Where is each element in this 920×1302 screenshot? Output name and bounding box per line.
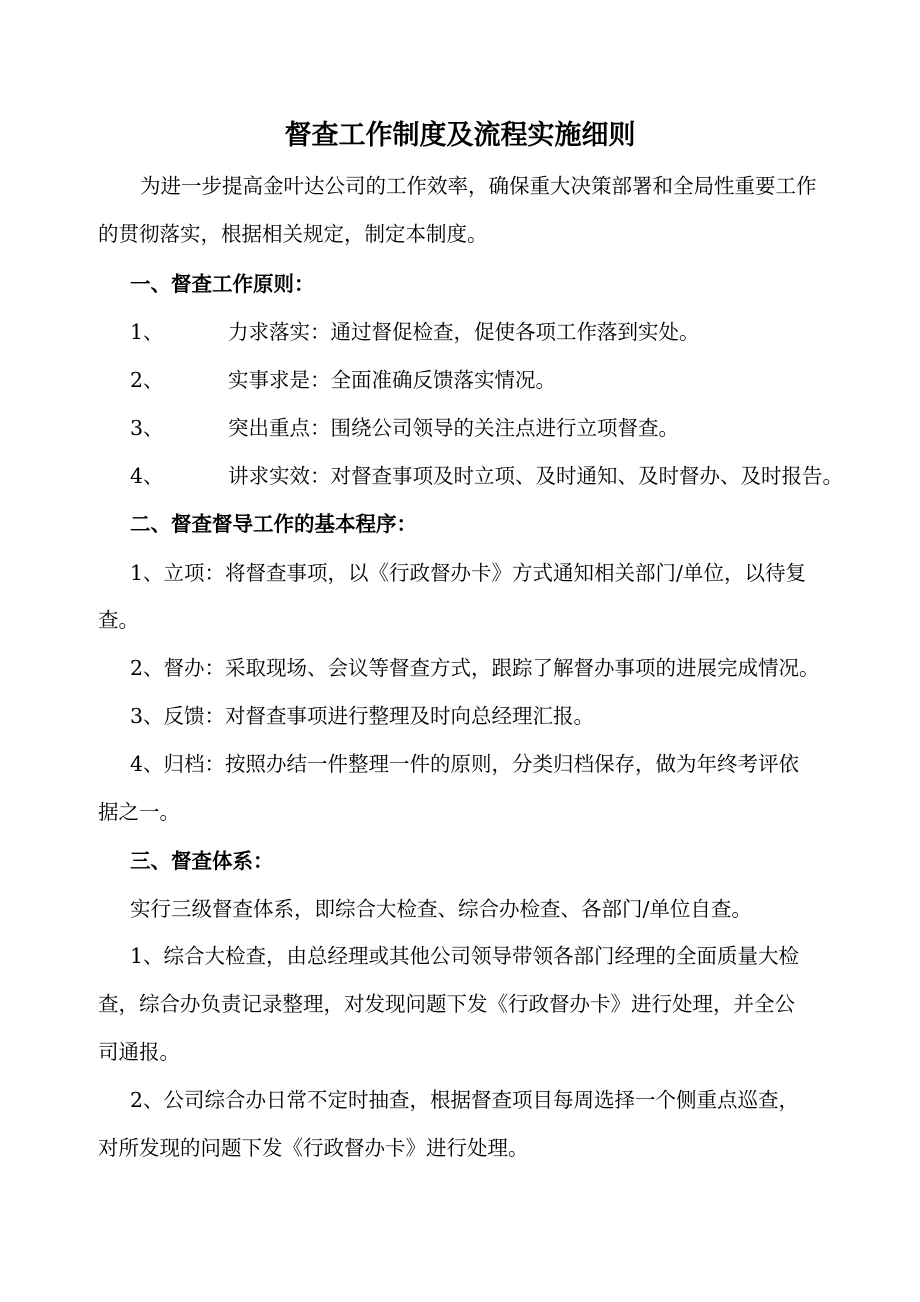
principle-item-number: 2、 [130,368,164,392]
principle-item-text: 力求落实：通过督促检查，促使各项工作落到实处。 [228,320,700,344]
principle-item-3 [130,414,870,442]
principle-item-number: 1、 [130,320,164,344]
system-line-1: 实行三级督查体系，即综合大检查、综合办检查、各部门/单位自查。 [130,897,752,921]
principle-item-text: 实事求是：全面准确反馈落实情况。 [228,368,556,392]
section-heading-procedure: 二、督查督导工作的基本程序： [130,512,417,536]
principle-item-2 [130,366,870,394]
section-heading-system: 三、督查体系： [130,849,274,873]
system-line-3: 查，综合办负责记录整理，对发现问题下发《行政督办卡》进行处理，并全公 [98,992,795,1016]
principle-item-text: 讲求实效：对督查事项及时立项、及时通知、及时督办、及时报告。 [228,464,843,488]
principle-item-4 [130,462,870,490]
document-title: 督查工作制度及流程实施细则 [284,120,636,151]
principle-item-text: 突出重点：围绕公司领导的关注点进行立项督查。 [228,416,679,440]
system-line-2: 1、综合大检查，由总经理或其他公司领导带领各部门经理的全面质量大检 [130,944,800,968]
procedure-line-5: 4、归档：按照办结一件整理一件的原则，分类归档保存，做为年终考评依 [130,752,800,776]
principle-item-1 [130,318,870,346]
principle-item-number: 4、 [130,464,164,488]
system-line-5: 2、公司综合办日常不定时抽查，根据督查项目每周选择一个侧重点巡查， [130,1088,800,1112]
section-heading-principles: 一、督查工作原则： [130,272,315,296]
procedure-line-1: 1、立项：将督查事项，以《行政督办卡》方式通知相关部门/单位，以待复 [130,561,806,585]
intro-line-2: 的贯彻落实，根据相关规定，制定本制度。 [98,222,488,246]
procedure-line-6: 据之一。 [98,800,180,824]
procedure-line-2: 查。 [98,608,139,632]
procedure-line-4: 3、反馈：对督查事项进行整理及时向总经理汇报。 [130,704,595,728]
system-line-4: 司通报。 [98,1040,180,1064]
principle-item-number: 3、 [130,416,164,440]
intro-line-1: 为进一步提高金叶达公司的工作效率，确保重大决策部署和全局性重要工作 [140,174,817,198]
procedure-line-3: 2、督办：采取现场、会议等督查方式，跟踪了解督办事项的进展完成情况。 [130,656,820,680]
system-line-6: 对所发现的问题下发《行政督办卡》进行处理。 [98,1136,529,1160]
